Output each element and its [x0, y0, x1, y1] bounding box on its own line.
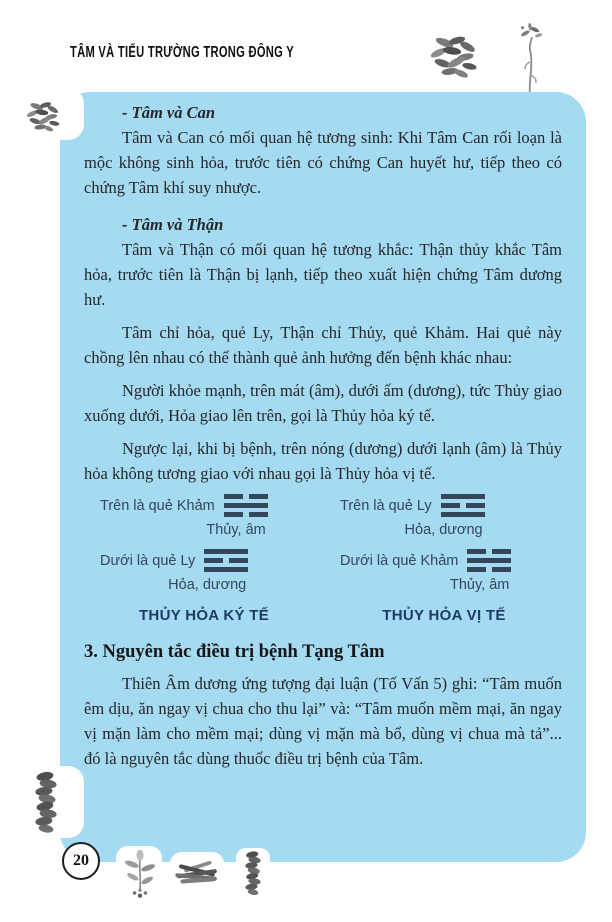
seed-pods-image	[239, 850, 267, 896]
section-heading-tam-va-can: - Tâm và Can	[122, 103, 216, 122]
trigram-caption: Thủy, âm	[450, 577, 510, 593]
trigram-label: Dưới là quẻ Ly	[100, 552, 196, 569]
trigram-caption: Thủy, âm	[206, 522, 266, 538]
section-heading-tam-va-than: - Tâm và Thận	[122, 215, 224, 234]
kham-trigram-icon	[224, 494, 268, 517]
diagram-block	[100, 494, 268, 540]
trigram-label: Dưới là quẻ Khảm	[340, 552, 459, 569]
trigram-caption: Hỏa, dương	[404, 522, 483, 538]
page-number: 20	[73, 852, 89, 869]
herb-sticks-image	[172, 856, 222, 894]
diagram-block	[340, 494, 485, 540]
trigram-caption: Hỏa, dương	[168, 577, 247, 593]
paragraph-que-ly-kham: Tâm chỉ hỏa, quẻ Ly, Thận chỉ Thủy, quẻ Khảm. Hai quẻ này chồng lên nhau có thể thành quẻ ảnh hưởng đến bệnh khác nhau:	[84, 323, 562, 367]
plant-sketch-image	[120, 848, 160, 902]
paragraph-nguyen-tac: Thiên Âm dương ứng tượng đại luận (Tố Vấn 5) ghi: “Tâm muốn êm dịu, ăn ngay vị chua cho thu lại” và: “Tâm muốn mềm mại, ăn ngay vị mặn làm cho mềm mại; dùng vị mặn mà bổ, dùng vị chua mà tả”... đó là nguyên tắc dùng thuốc điều trị bệnh của Tâm.	[84, 674, 562, 768]
content-panel	[60, 92, 586, 862]
diagram-title-ky-te: THỦY HỎA KÝ TẾ	[138, 607, 270, 624]
seed-pods-image	[32, 770, 60, 834]
ly-trigram-icon	[441, 494, 485, 517]
diagram-column-ky-te	[84, 494, 322, 626]
trigram-label: Trên là quẻ Khảm	[100, 497, 215, 514]
trigram-diagram	[84, 494, 562, 626]
paragraph-nguoc-lai: Ngược lại, khi bị bệnh, trên nóng (dương) dưới lạnh (âm) là Thủy hỏa không tương giao với nhau gọi là Thủy hỏa vị tế.	[84, 439, 562, 483]
diagram-block	[100, 549, 248, 595]
section-heading-nguyen-tac: 3. Nguyên tắc điều trị bệnh Tạng Tâm	[84, 642, 385, 662]
page-title: TÂM VÀ TIỂU TRƯỜNG TRONG ĐÔNG Y	[70, 44, 295, 61]
diagram-column-vi-te	[322, 494, 562, 626]
diagram-block	[340, 549, 511, 595]
page-number-badge	[62, 842, 100, 880]
paragraph-tam-va-can: Tâm và Can có mối quan hệ tương sinh: Khi Tâm Can rối loạn là mộc không sinh hỏa, trước tiên có chứng Can huyết hư, tiếp theo có chứng Tâm khí suy nhược.	[84, 128, 562, 197]
kham-trigram-icon	[467, 549, 511, 572]
paragraph-khoe-manh: Người khỏe mạnh, trên mát (âm), dưới ấm (dương), tức Thủy giao xuống dưới, Hỏa giao lên trên, gọi là Thủy hỏa ký tế.	[84, 381, 562, 425]
herb-pile-image	[22, 92, 66, 140]
diagram-title-vi-te: THỦY HỎA VỊ TẾ	[382, 607, 506, 624]
herb-pile-image	[424, 30, 486, 82]
trigram-label: Trên là quẻ Ly	[340, 497, 432, 514]
sprout-plant-image	[512, 22, 550, 98]
paragraph-tam-va-than: Tâm và Thận có mối quan hệ tương khắc: Thận thủy khắc Tâm hỏa, trước tiên là Thận bị lạnh, tiếp theo xuất hiện chứng Tâm dương hư.	[84, 240, 562, 309]
ly-trigram-icon	[204, 549, 248, 572]
